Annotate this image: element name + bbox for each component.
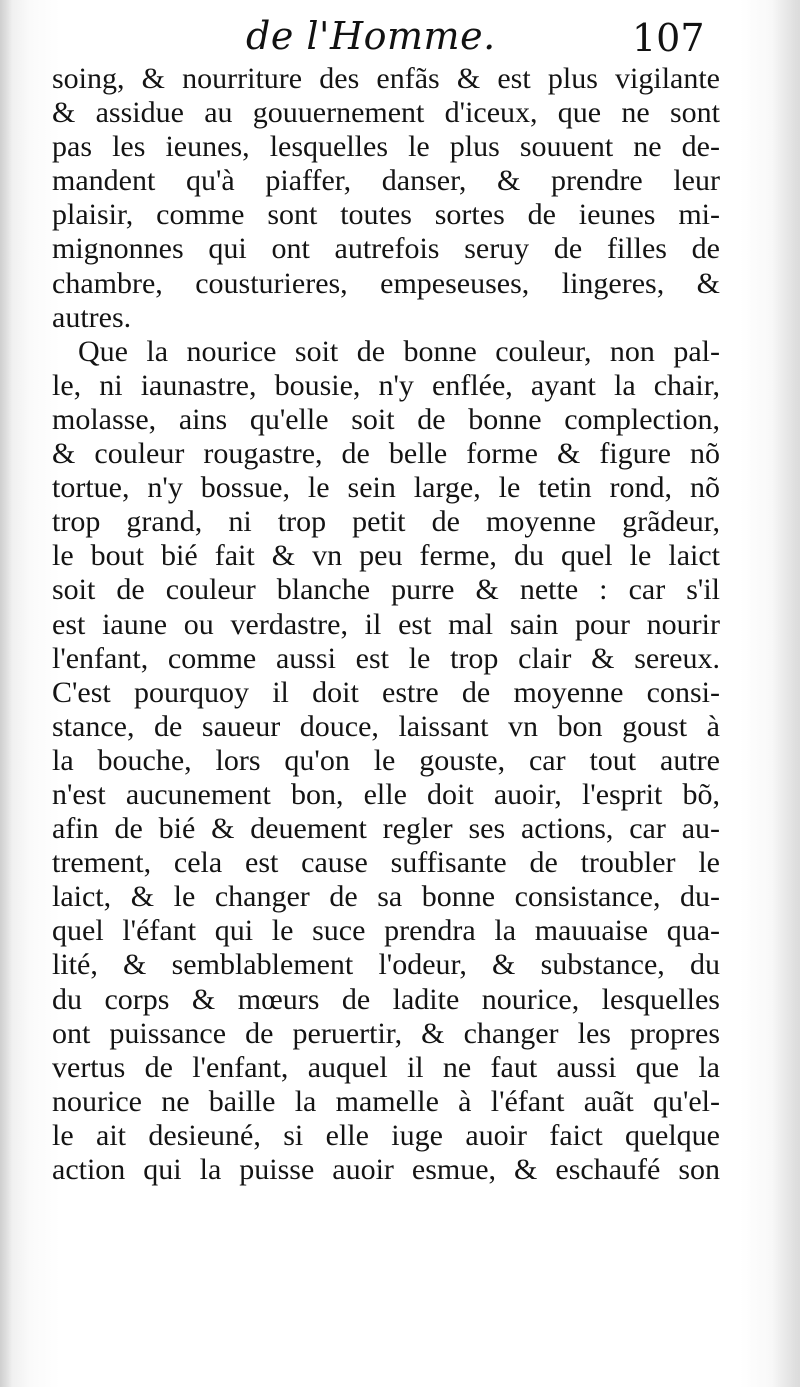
text-line: soit de couleur blanche purre & nette : car s'il [52, 573, 720, 607]
text-line: la bouche, lors qu'on le gouste, car tout autre [52, 743, 720, 777]
text-line: est iaune ou verdastre, il est mal sain pour nourir [52, 607, 720, 641]
text-line: trement, cela est cause suffisante de troubler le [52, 846, 720, 880]
text-line: le bout bié fait & vn peu ferme, du quel le laict [52, 539, 720, 573]
text-line: action qui la puisse auoir esmue, & eschaufé son [52, 1153, 720, 1186]
text-line: mandent qu'à piaffer, danser, & prendre leur [52, 164, 720, 198]
text-line: molasse, ains qu'elle soit de bonne complection, [52, 402, 720, 436]
text-line: stance, de saueur douce, laissant vn bon goust à [52, 709, 720, 743]
running-title: de l'Homme. [246, 14, 496, 58]
text-line: afin de bié & deuement regler ses actions, car au- [52, 812, 720, 846]
text-line: mignonnes qui ont autrefois seruy de filles de [52, 232, 720, 266]
paragraph-start-line: Que la nourice soit de bonne couleur, non pal- [78, 334, 720, 368]
page-header [0, 12, 800, 62]
text-line: n'est aucunement bon, elle doit auoir, l'esprit bõ, [52, 777, 720, 811]
text-line: nourice ne baille la mamelle à l'éfant auãt qu'el- [52, 1084, 720, 1118]
text-line: quel l'éfant qui le suce prendra la mauuaise qua- [52, 914, 720, 948]
text-line: C'est pourquoy il doit estre de moyenne consi- [52, 675, 720, 709]
text-line: plaisir, comme sont toutes sortes de ieunes mi- [52, 198, 720, 232]
page-gutter-shadow [0, 0, 12, 1387]
text-line: & assidue au gouuernement d'iceux, que ne sont [52, 96, 720, 130]
text-line: vertus de l'enfant, auquel il ne faut aussi que la [52, 1050, 720, 1084]
text-line: lité, & semblablement l'odeur, & substance, du [52, 948, 720, 982]
text-line: & couleur rougastre, de belle forme & figure nõ [52, 437, 720, 471]
text-line: chambre, cousturieres, empeseuses, lingeres, & [52, 266, 720, 300]
text-line: laict, & le changer de sa bonne consistance, du- [52, 880, 720, 914]
page-number: 107 [632, 16, 705, 60]
text-line: ont puissance de peruertir, & changer les propres [52, 1016, 720, 1050]
text-line: le ait desieuné, si elle iuge auoir faict quelque [52, 1118, 720, 1152]
text-line: autres. [52, 300, 132, 334]
text-line: le, ni iaunastre, bousie, n'y enflée, ayant la chair, [52, 368, 720, 402]
text-line: tortue, n'y bossue, le sein large, le tetin rond, nõ [52, 471, 720, 505]
text-line: soing, & nourriture des enfãs & est plus vigilante [52, 62, 720, 95]
text-line: trop grand, ni trop petit de moyenne grãdeur, [52, 505, 720, 539]
text-line: pas les ieunes, lesquelles le plus souuent ne de- [52, 130, 720, 164]
text-line: du corps & mœurs de ladite nourice, lesquelles [52, 982, 720, 1016]
body-text [52, 62, 720, 1187]
page-edge-shadow [772, 0, 800, 1387]
text-line: l'enfant, comme aussi est le trop clair & sereux. [52, 641, 720, 675]
